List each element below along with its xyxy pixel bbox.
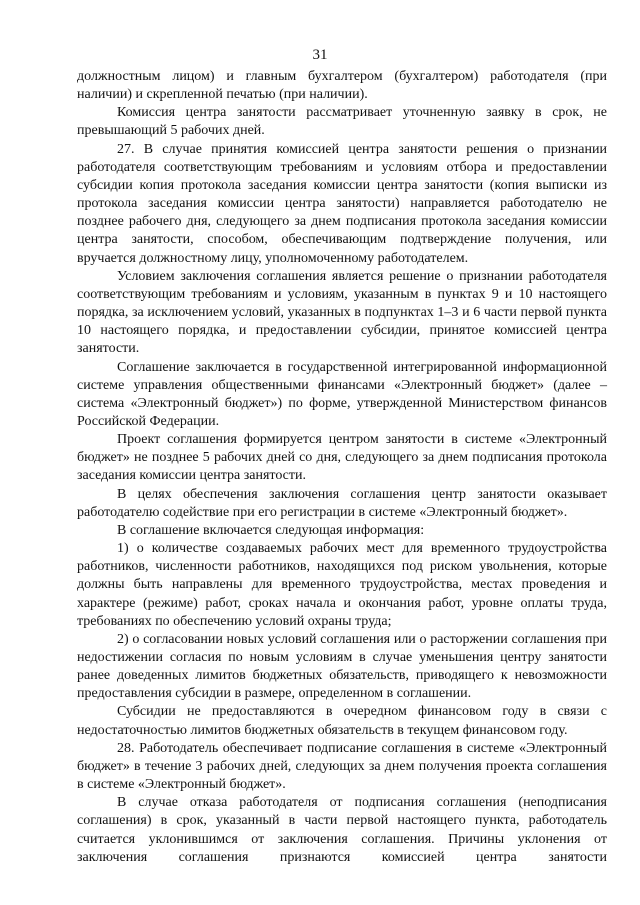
- paragraph-continuation: должностным лицом) и главным бухгалтером (бухгалтером) работодателя (при наличии) и скрепленной печатью (при наличии).: [77, 69, 607, 103]
- paragraph-refusal: В случае отказа работодателя от подписания соглашения (неподписания соглашения) в срок, указанный в части первой настоящего пункта, работодатель считается уклонившимся от заключения соглашения. Причины уклонения от заключения соглашения признаются комиссией центра занятости: [77, 795, 607, 865]
- paragraph-info-item-2: 2) о согласовании новых условий соглашения или о расторжении соглашения при недостижении согласия по новым условиям в случае уменьшения центру занятости ранее доведенных лимитов бюджетных обязательств, приводящего к невозможности предоставления субсидии в размере, определенном в соглашении.: [77, 631, 607, 702]
- paragraph-draft-agreement: Проект соглашения формируется центром занятости в системе «Электронный бюджет» не позднее 5 рабочих дней со дня, следующего за днем подписания протокола заседания комиссии центра занятости.: [77, 432, 607, 484]
- paragraph-agreement-condition: Условием заключения соглашения является решение о признании работодателя соответствующим требованиям и условиям, указанным в пунктах 9 и 10 настоящего порядка, за исключением условий, указанных в подпунктах 1–3 и 6 части первой пункта 10 настоящего порядка, и предоставлении субсидии, принятое комиссией центра занятости.: [77, 268, 607, 357]
- page-number: 31: [312, 47, 328, 63]
- paragraph-item-28: 28. Работодатель обеспечивает подписание соглашения в системе «Электронный бюджет» в течение 3 рабочих дней, следующих за днем получения проекта соглашения в системе «Электронный бюджет».: [77, 740, 607, 793]
- paragraph-info-item-1: 1) о количестве создаваемых рабочих мест для временного трудоустройства работников, численности работников, находящихся под риском увольнения, которые должны быть направлены для временного трудоустройства, местах проведения и характере (режиме) работ, сроках начала и окончания работ, уровне оплаты труда, требованиях по обеспечению условий охраны труда;: [77, 541, 607, 629]
- paragraph-registration-assistance: В целях обеспечения заключения соглашения центр занятости оказывает работодателю содействие при его регистрации в системе «Электронный бюджет».: [77, 486, 607, 520]
- paragraph-agreement-info-intro: В соглашение включается следующая информация:: [117, 522, 425, 538]
- paragraph-electronic-budget: Соглашение заключается в государственной интегрированной информационной системе управления общественными финансами «Электронный бюджет» (далее – система «Электронный бюджет») по форме, утвержденной Министерством финансов Российской Федерации.: [77, 359, 607, 429]
- document-body: [77, 68, 607, 867]
- paragraph-item-27: 27. В случае принятия комиссией центра занятости решения о признании работодателя соответствующим требованиям и условиям отбора и предоставлении субсидии копия протокола заседания комиссии центра занятости (копия выписки из протокола заседания комиссии центра занятости) направляется работодателю не позднее рабочего дня, следующего за днем подписания протокола заседания комиссии центра занятости, способом, обеспечивающим подтверждение получения, или вручается должностному лицу, уполномоченному работодателем.: [77, 141, 607, 266]
- paragraph-no-subsidy: Субсидии не предоставляются в очередном финансовом году в связи с недостаточностью лимитов бюджетных обязательств в текущем финансовом году.: [77, 704, 607, 738]
- paragraph-commission-review: Комиссия центра занятости рассматривает уточненную заявку в срок, не превышающий 5 рабочих дней.: [77, 105, 607, 139]
